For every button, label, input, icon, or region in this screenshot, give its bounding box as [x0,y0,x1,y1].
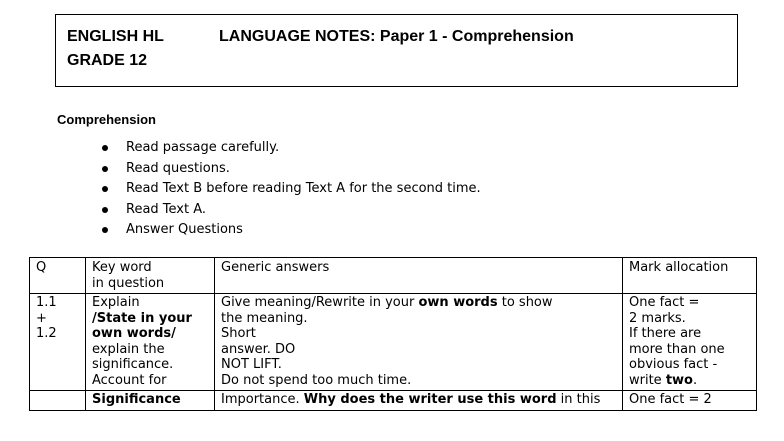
list-item [102,138,481,159]
mark-bold: two [665,372,693,388]
document-header-box [55,14,738,87]
answer-bold: own words [418,295,498,310]
question-number-cell: 1.1 + 1.2 [30,294,86,391]
step-text: Read questions. [126,160,230,176]
answer-text: in this [556,392,601,407]
table-row [30,294,757,391]
mark-text: One fact = 2 marks. If there are more than one obvious fact - write [629,295,725,388]
section-heading: Comprehension [57,112,156,127]
bullet-icon [102,227,108,233]
answer-text: Importance. [221,392,304,407]
key-word-cell: Significance [86,391,215,411]
generic-answer-cell [215,391,623,411]
list-item [102,179,481,200]
table-row [30,391,757,411]
header-cell-mark-allocation: Mark allocation [623,258,757,294]
document-title: LANGUAGE NOTES: Paper 1 - Comprehension [219,28,574,45]
step-text: Read Text A. [126,201,207,217]
generic-answer-cell [215,294,623,391]
mark-allocation-cell: One fact = 2 [623,391,757,411]
answer-text: Give meaning/Rewrite in your [221,295,419,310]
notes-table [29,257,757,411]
subject-grade-label: ENGLISH HL GRADE 12 [67,28,164,69]
key-word-text: Explain [92,295,140,310]
bullet-icon [102,207,108,213]
table-header-row [30,258,757,294]
header-cell-key-word: Key word in question [86,258,215,294]
header-cell-generic-answers: Generic answers [215,258,623,294]
bullet-icon [102,145,108,151]
step-text: Answer Questions [126,222,243,237]
answer-bold: Why does the writer use this word [303,392,557,407]
mark-allocation-cell [623,294,757,391]
answer-text: to show the meaning. Short answer. DO NOT LIFT. Do not spend too much time. [221,295,553,388]
mark-text: . [692,372,698,388]
key-word-text: explain the significance. Account for [92,341,174,388]
key-word-cell [86,294,215,391]
question-number-cell [30,391,86,411]
key-word-bold: /State in your own words/ [92,310,192,341]
list-item [102,220,481,241]
bullet-icon [102,166,108,172]
header-cell-q: Q [30,258,86,294]
bullet-icon [102,186,108,192]
step-text: Read Text B before reading Text A for the second time. [126,181,481,196]
list-item [102,200,481,221]
steps-list [102,138,481,241]
list-item [102,159,481,180]
step-text: Read passage carefully. [126,140,280,155]
